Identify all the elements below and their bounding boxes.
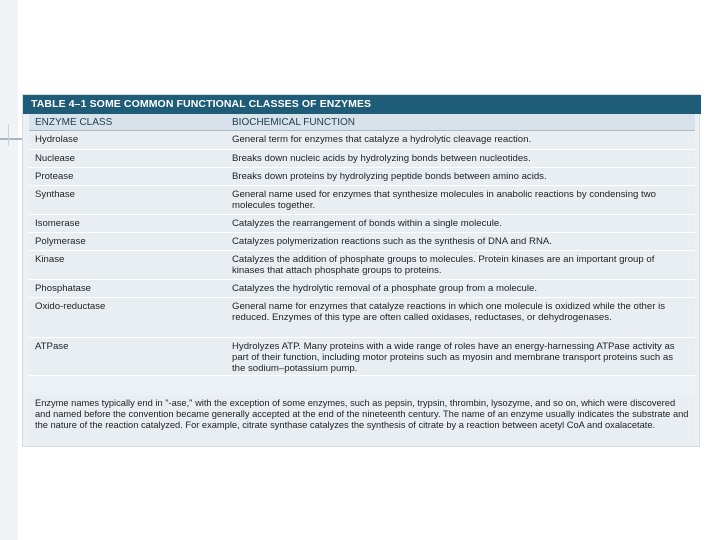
table-row (29, 215, 695, 233)
enzyme-class-cell: Protease (35, 171, 74, 182)
function-cell: Hydrolyzes ATP. Many proteins with a wide range of roles have an energy-harnessing ATPase activity as part of their function, including motor proteins such as myosin and membrane transport proteins such as the sodium–potassium pump. (232, 341, 675, 374)
slide-accent-line-vertical (8, 124, 9, 146)
enzyme-class-cell: Kinase (35, 254, 65, 265)
function-cell: General name for enzymes that catalyze reactions in which one molecule is oxidized while the other is reduced. Enzymes of this type are often called oxidases, reductases, or dehydrogenases. (232, 301, 666, 323)
header-enzyme-class: ENZYME CLASS (35, 117, 113, 128)
table-title: TABLE 4–1 SOME COMMON FUNCTIONAL CLASSES OF ENZYMES (23, 95, 701, 114)
function-cell: Catalyzes the addition of phosphate groups to molecules. Protein kinases are an important group of kinases that attach phosphate groups to proteins. (232, 254, 655, 276)
slide-accent-line (0, 138, 22, 140)
function-cell: General name used for enzymes that synthesize molecules in anabolic reactions by condensing two molecules together. (232, 189, 656, 211)
slide-decoration (0, 0, 18, 540)
table-row (29, 251, 695, 280)
enzyme-class-cell: Oxido-reductase (35, 301, 106, 312)
table-row (29, 298, 695, 338)
function-cell: Catalyzes the hydrolytic removal of a phosphate group from a molecule. (232, 283, 538, 294)
function-cell: Breaks down nucleic acids by hydrolyzing bonds between nucleotides. (232, 153, 531, 164)
enzyme-class-cell: Synthase (35, 189, 76, 200)
function-cell: Breaks down proteins by hydrolyzing peptide bonds between amino acids. (232, 171, 547, 182)
enzyme-class-cell: Isomerase (35, 218, 80, 229)
table-row (29, 131, 695, 150)
table-row (29, 168, 695, 186)
enzyme-class-cell: Phosphatase (35, 283, 92, 294)
table-row (29, 186, 695, 215)
table-row (29, 150, 695, 168)
function-cell: Catalyzes the rearrangement of bonds within a single molecule. (232, 218, 502, 229)
table-body (29, 131, 695, 376)
enzyme-class-cell: Nuclease (35, 153, 75, 164)
enzyme-table (22, 94, 700, 447)
table-row (29, 233, 695, 251)
table-footnote: Enzyme names typically end in "-ase," with the exception of some enzymes, such as pepsin, trypsin, thrombin, lysozyme, and so on, which were discovered and named before the convention became generally accepted at the end of the nineteenth century. The name of an enzyme usually indicates the substrate and the nature of the reaction catalyzed. For example, citrate synthase catalyzes the synthesis of citrate by a reaction between acetyl CoA and oxalacetate. (29, 396, 695, 446)
enzyme-class-cell: Hydrolase (35, 134, 79, 145)
function-cell: General term for enzymes that catalyze a hydrolytic cleavage reaction. (232, 134, 532, 145)
table-row (29, 280, 695, 298)
table-row (29, 338, 695, 376)
header-biochemical-function: BIOCHEMICAL FUNCTION (232, 117, 355, 128)
table-header (29, 114, 695, 131)
function-cell: Catalyzes polymerization reactions such as the synthesis of DNA and RNA. (232, 236, 552, 247)
enzyme-class-cell: Polymerase (35, 236, 86, 247)
enzyme-class-cell: ATPase (35, 341, 69, 352)
